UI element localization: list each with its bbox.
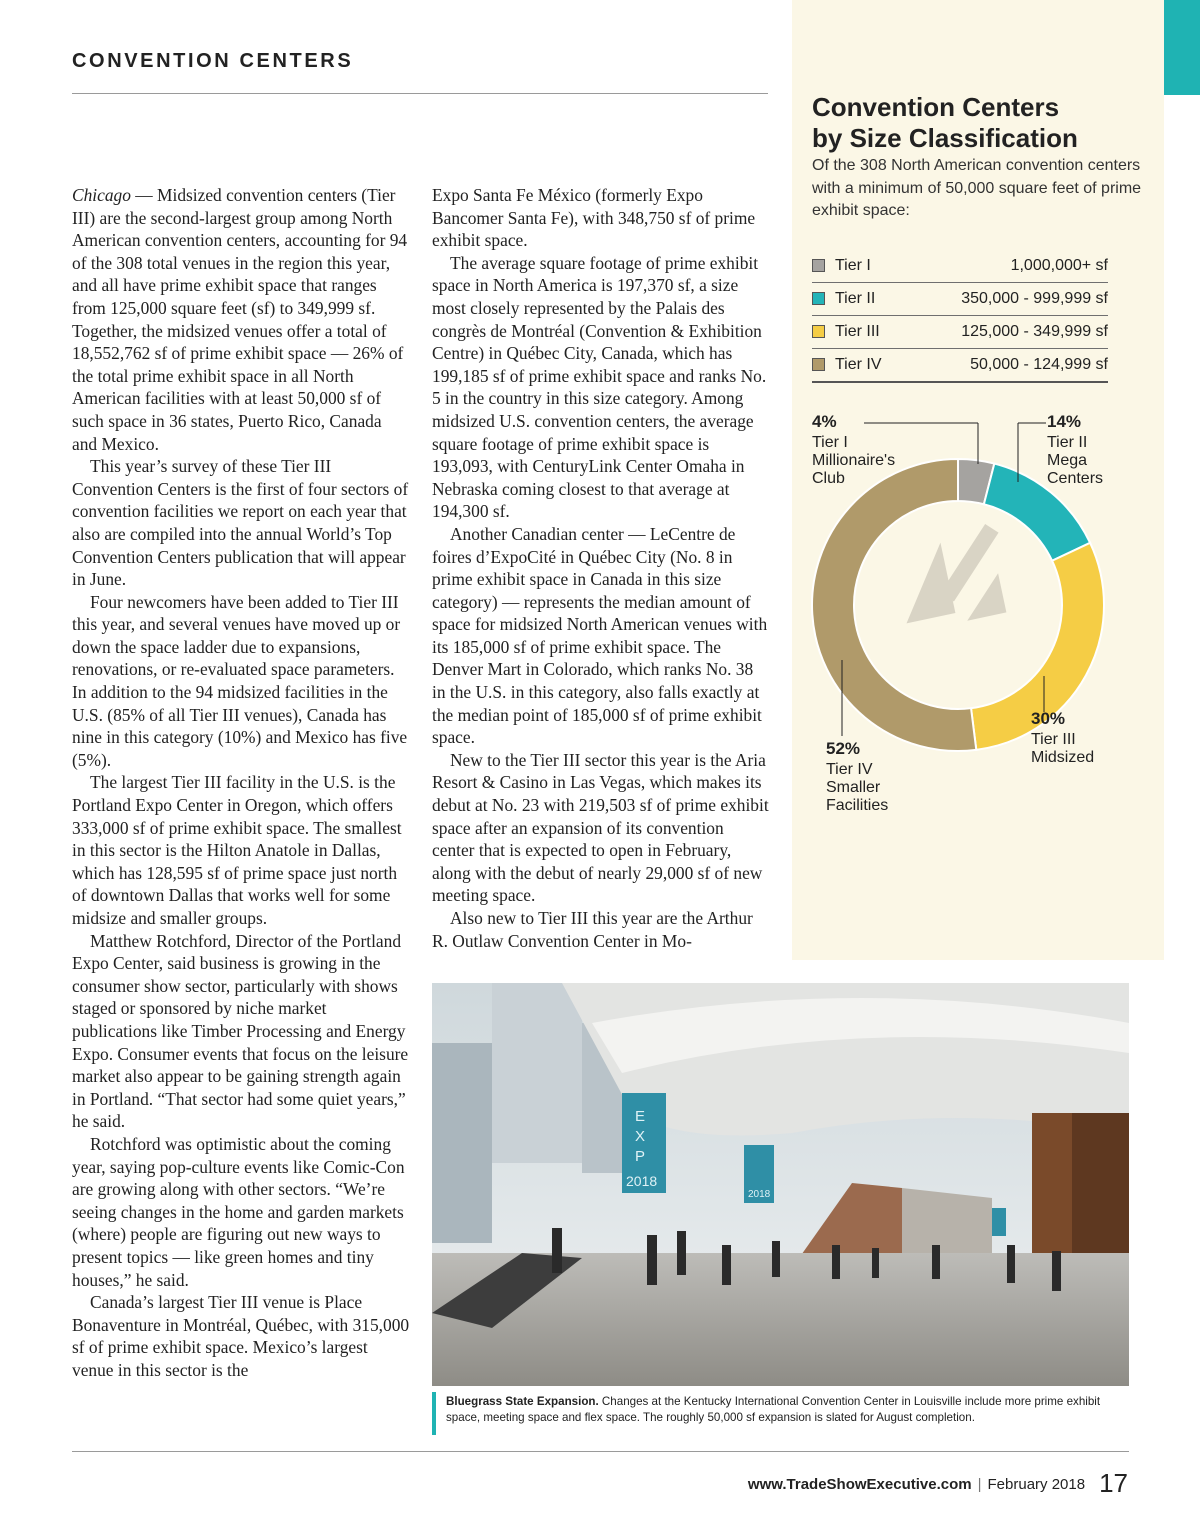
- legend-row-tier-2: [812, 283, 1108, 316]
- footer-rule: [72, 1451, 1129, 1452]
- article-column-1: [72, 184, 410, 1381]
- article-paragraph: The average square footage of prime exhibit space in North America is 197,370 sf, a size most closely represented by the Palais des congrès de Montréal (Convention & Exhibition Centre) in Québec City, Canada, which has 199,185 sf of prime exhibit space and ranks No. 5 in the country in this size category. Among midsized U.S. convention centers, the average square footage of prime exhibit space is 193,093, with CenturyLink Center Omaha in Nebraska coming closest to that average at 194,300 sf.: [432, 252, 767, 522]
- tier-3-label-line: Midsized: [1031, 749, 1095, 766]
- article-paragraph: The largest Tier III facility in the U.S. is the Portland Expo Center in Oregon, which offers 333,000 sf of prime exhibit space. The smallest in this sector is the Hilton Anatole in Dallas, which has 128,595 sf of prime space just north of downtown Dallas that works well for some midsize and smaller groups.: [72, 772, 402, 928]
- dateline: Chicago: [72, 185, 131, 205]
- legend-tier-range: 50,000 - 124,999 sf: [970, 356, 1108, 373]
- tier-4-label-line: Smaller: [826, 779, 881, 796]
- tier-4-label-line: Tier IV: [826, 761, 873, 778]
- article-paragraph: Also new to Tier III this year are the Arthur R. Outlaw Convention Center in Mo-: [432, 908, 753, 951]
- drafting-tools-icon: [890, 522, 1015, 634]
- tier-1-label-line: Millionaire's: [812, 452, 896, 469]
- expo-banner-3: [992, 1208, 1006, 1236]
- section-tab-marker: [1164, 0, 1200, 95]
- article-paragraph: New to the Tier III sector this year is the Aria Resort & Casino in Las Vegas, which makes its debut at No. 23 with 219,503 sf of prime exhibit space after an expansion of its convention center that is expected to open in February, along with the debut of nearly 29,000 sf of new meeting space.: [432, 749, 769, 906]
- tier-1-label-line: Club: [812, 470, 845, 487]
- legend-tier-name: Tier IV: [835, 356, 882, 373]
- legend-tier-range: 125,000 - 349,999 sf: [961, 323, 1108, 340]
- infographic-title: Convention Centers by Size Classification: [812, 92, 1078, 153]
- legend-swatch: [812, 358, 825, 371]
- legend-tier-range: 350,000 - 999,999 sf: [961, 290, 1108, 307]
- tier-3-percent: 30%: [1031, 709, 1066, 728]
- banner-letter: E: [635, 1108, 646, 1125]
- infographic-subtitle: Of the 308 North American convention centers with a minimum of 50,000 square feet of prime exhibit space:: [812, 157, 1142, 219]
- tier-3-label-line: Tier III: [1031, 731, 1076, 748]
- legend-swatch: [812, 292, 825, 305]
- banner-letter: X: [635, 1128, 646, 1145]
- legend-tier-name: Tier I: [835, 257, 871, 274]
- size-donut-chart: [792, 400, 1164, 830]
- article-paragraph: Chicago — Midsized convention centers (Tier III) are the second-largest group among North American convention centers, accounting for 94 of the 308 total venues in the region this year, and all have prime exhibit space that ranges from 125,000 square feet (sf) to 349,999 sf. Together, the midsized venues offer a total of 18,552,762 sf of prime exhibit space — 26% of the total prime exhibit space in all North American facilities with at least 50,000 sf of such space in 36 states, Puerto Rico, Canada and Mexico.: [72, 185, 408, 454]
- legend-swatch: [812, 259, 825, 272]
- article-column-2: [432, 184, 770, 952]
- caption-text: Changes at the Kentucky International Convention Center in Louisville include more prime exhibit space, meeting space and flex space. The roughly 50,000 sf expansion is slated for August completion.: [446, 1395, 1101, 1424]
- donut-slices: [812, 459, 1104, 751]
- size-legend: [812, 250, 1108, 383]
- tier-1-percent: 4%: [812, 412, 837, 431]
- legend-tier-name: Tier II: [835, 290, 876, 307]
- legend-row-tier-4: [812, 349, 1108, 383]
- page-number: 17: [1099, 1468, 1128, 1498]
- article-paragraph: Rotchford was optimistic about the coming year, saying pop-culture events like Comic-Con are growing along with other sectors. “We’re seeing changes in the home and garden markets (where) people are figuring out new ways to present topics — like green homes and tiny houses,” he said.: [72, 1133, 405, 1290]
- tier-2-percent: 14%: [1047, 412, 1082, 431]
- tier-1-label-line: Tier I: [812, 434, 848, 451]
- caption-title: Bluegrass State Expansion.: [446, 1395, 599, 1408]
- banner-letter: P: [635, 1148, 646, 1165]
- tier-4-percent: 52%: [826, 739, 861, 758]
- issue-date: February 2018: [987, 1476, 1086, 1493]
- article-paragraph: Canada’s largest Tier III venue is Place Bonaventure in Montréal, Québec, with 315,000 sf of prime exhibit space. Mexico’s largest venue in this sector is the: [72, 1292, 410, 1380]
- article-paragraph: This year’s survey of these Tier III Convention Centers is the first of four sectors of convention facilities we report on each year that also are compiled into the annual World’s Top Convention Centers publication that will appear in June.: [72, 456, 409, 590]
- caption-accent-bar: [432, 1392, 436, 1435]
- legend-row-tier-3: [812, 316, 1108, 349]
- tier-2-label-line: Tier II: [1047, 434, 1088, 451]
- banner-year: 2018: [626, 1173, 658, 1189]
- website-link[interactable]: www.TradeShowExecutive.com: [747, 1476, 972, 1493]
- legend-swatch: [812, 325, 825, 338]
- legend-tier-name: Tier III: [835, 323, 880, 340]
- section-heading: CONVENTION CENTERS: [72, 50, 354, 72]
- convention-lobby-illustration: [432, 983, 1129, 1386]
- page-footer: [748, 1468, 1128, 1499]
- footer-separator: |: [977, 1476, 982, 1493]
- article-paragraph: Expo Santa Fe México (formerly Expo Bancomer Santa Fe), with 348,750 sf of prime exhibit space.: [432, 185, 756, 251]
- header-rule: [72, 93, 768, 94]
- banner-year: 2018: [748, 1189, 771, 1200]
- expansion-rendering-photo: [432, 983, 1129, 1386]
- legend-tier-range: 1,000,000+ sf: [1010, 257, 1108, 274]
- tier-2-label-line: Mega: [1047, 452, 1088, 469]
- photo-caption: [446, 1394, 1136, 1426]
- article-paragraph: Another Canadian center — LeCentre de foires d’ExpoCité in Québec City (No. 8 in prime exhibit space in Canada in this size category) — represents the median amount of space for midsized North American venues with its 185,000 sf of prime exhibit space. The Denver Mart in Colorado, which ranks No. 38 in the U.S. in this category, also falls exactly at the median point of 185,000 sf of prime exhibit space.: [432, 523, 768, 748]
- article-paragraph: Four newcomers have been added to Tier III this year, and several venues have moved up or down the space ladder due to expansions, renovations, or re-evaluated space parameters. In addition to the 94 midsized facilities in the U.S. (85% of all Tier III venues), Canada has nine in this category (10%) and Mexico has five (5%).: [72, 591, 408, 770]
- tier-4-label-line: Facilities: [826, 797, 889, 814]
- article-paragraph: Matthew Rotchford, Director of the Portland Expo Center, said business is growing in the consumer show sector, particularly with shows staged or sponsored by niche market publications like Timber Processing and Energy Expo. Consumer events that focus on the leisure market also appear to be gaining strength again in Portland. “That sector had some quiet years,” he said.: [72, 930, 409, 1132]
- tier-2-label-line: Centers: [1047, 470, 1104, 487]
- legend-row-tier-1: [812, 250, 1108, 283]
